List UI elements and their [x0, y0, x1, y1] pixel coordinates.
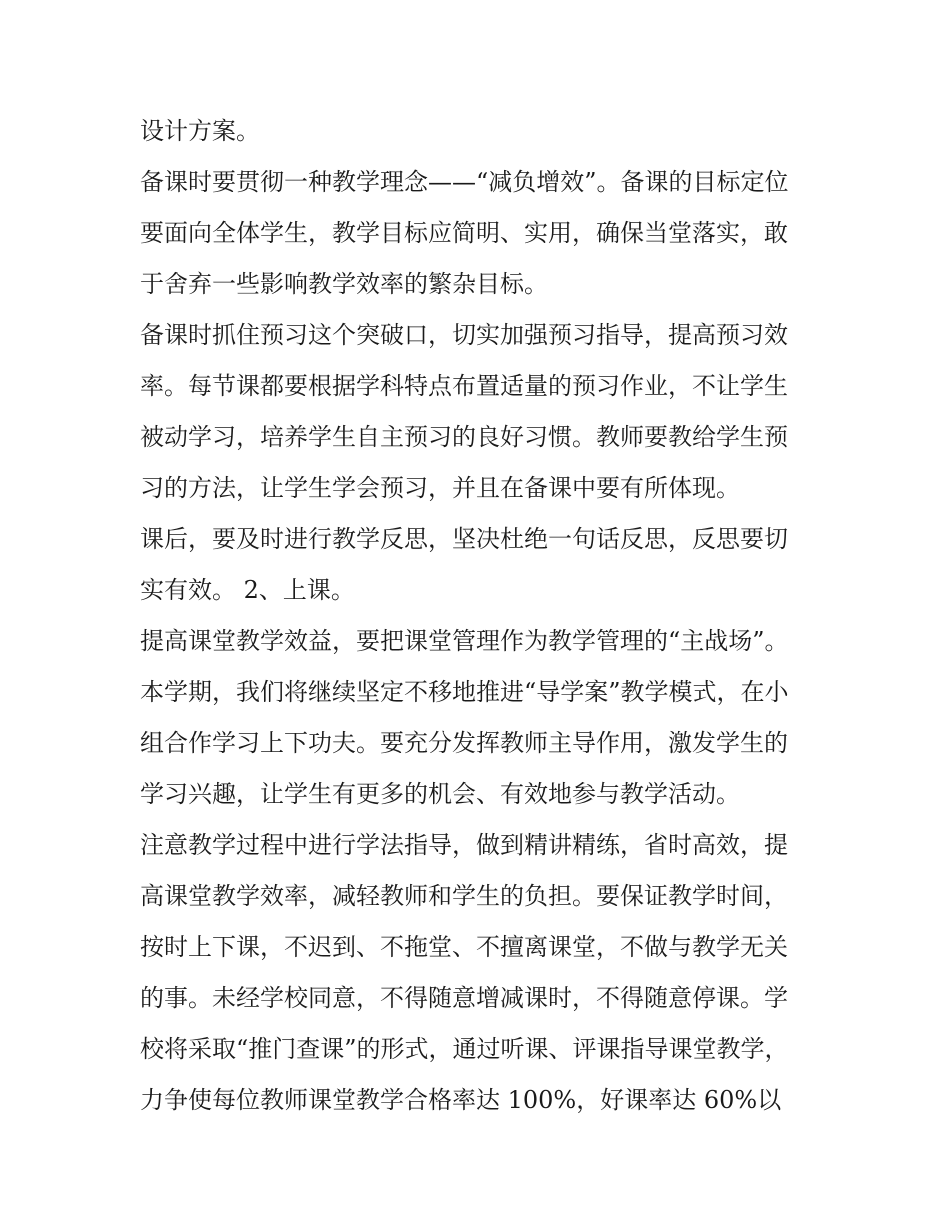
text-line: 学习兴趣，让学生有更多的机会、有效地参与教学活动。 [140, 780, 740, 808]
text-line: 高课堂教学效率，减轻教师和学生的负担。要保证教学时间， [140, 882, 788, 910]
text-line: 设计方案。 [140, 117, 260, 145]
text-line: 备课时要贯彻一种教学理念——“减负增效”。备课的目标定位 [140, 168, 789, 196]
text-line: 于舍弃一些影响教学效率的繁杂目标。 [140, 270, 548, 298]
text-line: 组合作学习上下功夫。要充分发挥教师主导作用，激发学生的 [140, 729, 788, 757]
text-line: 校将采取“推门查课”的形式，通过听课、评课指导课堂教学， [140, 1035, 789, 1063]
text-line: 实有效。 2、上课。 [140, 576, 355, 604]
text-line: 提高课堂教学效益，要把课堂管理作为教学管理的“主战场”。 [140, 627, 789, 655]
text-line: 课后，要及时进行教学反思，坚决杜绝一句话反思，反思要切 [140, 525, 788, 553]
text-line: 备课时抓住预习这个突破口，切实加强预习指导，提高预习效 [140, 321, 788, 349]
text-line: 被动学习，培养学生自主预习的良好习惯。教师要教给学生预 [140, 423, 788, 451]
text-line: 注意教学过程中进行学法指导，做到精讲精练，省时高效，提 [140, 831, 788, 859]
body-text [140, 106, 820, 1126]
text-line: 按时上下课，不迟到、不拖堂、不擅离课堂，不做与教学无关 [140, 933, 788, 961]
text-line: 率。每节课都要根据学科特点布置适量的预习作业，不让学生 [140, 372, 788, 400]
text-line: 的事。未经学校同意，不得随意增减课时，不得随意停课。学 [140, 984, 788, 1012]
text-line: 力争使每位教师课堂教学合格率达 100%，好课率达 60%以 [140, 1086, 782, 1114]
text-line: 习的方法，让学生学会预习，并且在备课中要有所体现。 [140, 474, 740, 502]
text-line: 要面向全体学生，教学目标应简明、实用，确保当堂落实，敢 [140, 219, 788, 247]
text-line: 本学期，我们将继续坚定不移地推进“导学案”教学模式，在小 [140, 678, 789, 706]
